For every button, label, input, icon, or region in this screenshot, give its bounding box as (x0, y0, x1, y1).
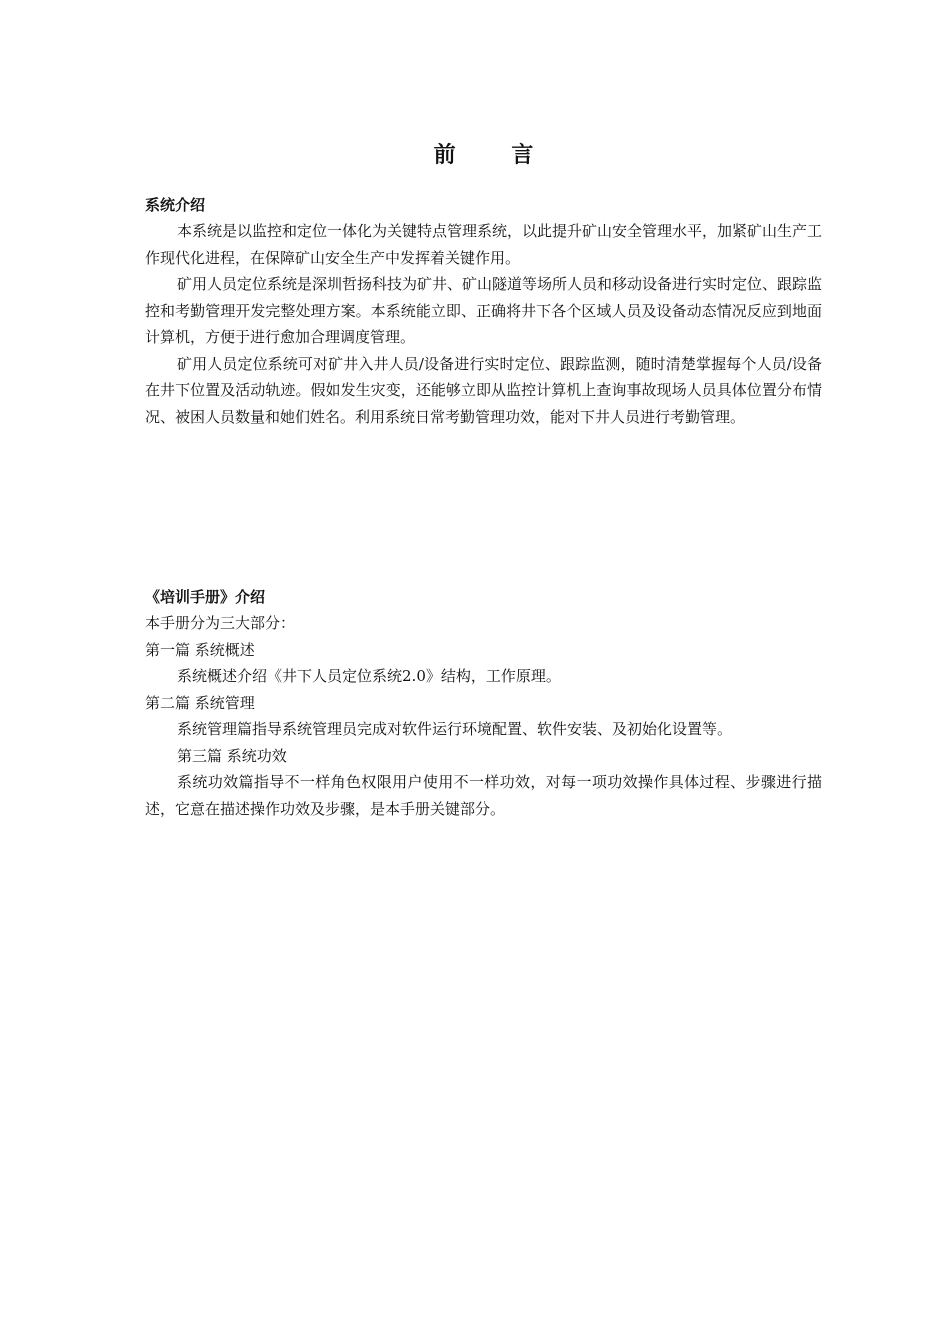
system-intro-section (145, 192, 822, 430)
intro-paragraph-2: 矿用人员定位系统是深圳哲扬科技为矿井、矿山隧道等场所人员和移动设备进行实时定位、跟踪监控和考勤管理开发完整处理方案。本系统能立即、正确将井下各个区域人员及设备动态情况反应到地面计算机，方便于进行愈加合理调度管理。 (145, 275, 823, 346)
manual-intro-heading: 《培训手册》介绍 (145, 588, 266, 606)
part3-title: 第三篇 系统功效 (177, 746, 287, 765)
manual-intro-section (145, 584, 822, 822)
part1-title: 第一篇 系统概述 (145, 640, 255, 659)
page-title: 前 言 (433, 142, 558, 168)
intro-paragraph-1: 本系统是以监控和定位一体化为关键特点管理系统，以此提升矿山安全管理水平，加紧矿山生产工作现代化进程，在保障矿山安全生产中发挥着关键作用。 (145, 222, 823, 267)
part2-title: 第二篇 系统管理 (145, 693, 255, 712)
document-page (145, 0, 822, 1344)
intro-paragraph-3: 矿用人员定位系统可对矿井入井人员/设备进行实时定位、跟踪监测，随时清楚掌握每个人员/设备在井下位置及活动轨迹。假如发生灾变，还能够立即从监控计算机上查询事故现场人员具体位置分布情况、被困人员数量和她们姓名。利用系统日常考勤管理功效，能对下井人员进行考勤管理。 (145, 354, 822, 426)
part1-description: 系统概述介绍《井下人员定位系统2.0》结构，工作原理。 (177, 667, 561, 685)
part3-description: 系统功效篇指导不一样角色权限用户使用不一样功效，对每一项功效操作具体过程、步骤进行描述，它意在描述操作功效及步骤，是本手册关键部分。 (145, 773, 822, 818)
manual-lead: 本手册分为三大部分： (145, 614, 296, 632)
part2-description: 系统管理篇指导系统管理员完成对软件运行环境配置、软件安装、及初始化设置等。 (177, 720, 733, 738)
system-intro-heading: 系统介绍 (145, 196, 206, 214)
